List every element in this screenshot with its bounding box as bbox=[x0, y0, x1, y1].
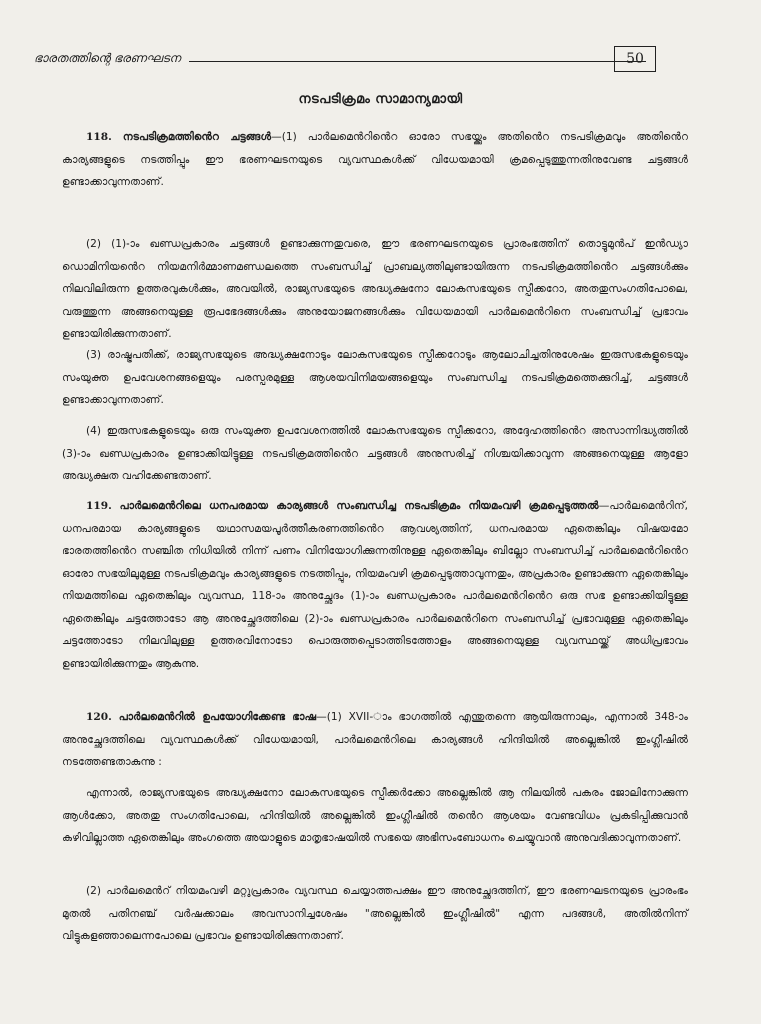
running-title: ഭാരതത്തിന്റെ ഭരണഘടന bbox=[34, 50, 181, 65]
article-title: പാർലമെൻറിൽ ഉപയോഗിക്കേണ്ട ഭാഷ bbox=[118, 711, 317, 723]
article-text: —(1) പാർലമെൻറിൻെറ ഓരോ സഭയ്ക്കും അതിൻെറ നടപടിക്രമവും അതിൻെറ കാര്യങ്ങളുടെ നടത്തിപ്പും ഈ ഭരണഘടനയുടെ വ്യവസ്ഥകൾക്ക് വിധേയമായി ക്രമപ്പെടുത്തുന്നതിനുവേണ്ട ചട്ടങ്ങൾ ഉണ്ടാക്കാവുന്നതാണ്. bbox=[62, 131, 688, 188]
proviso-text: എന്നാൽ, രാജ്യസഭയുടെ അദ്ധ്യക്ഷനോ ലോകസഭയുടെ സ്പീക്കർക്കോ അല്ലെങ്കിൽ ആ നിലയിൽ പകരം ജോലിനോക്കുന്ന ആൾക്കോ, അതതു സംഗതിപോലെ, ഹിന്ദിയിൽ അല്ലെങ്കിൽ ഇംഗ്ലീഷിൽ തൻെറ ആശയം വേണ്ടവിധം പ്രകടിപ്പിക്കുവാൻ കഴിവില്ലാത്ത ഏതെങ്കിലും അംഗത്തെ അയാളുടെ മാതൃഭാഷയിൽ സഭയെ അഭിസംബോധനം ചെയ്യുവാൻ അനുവദിക്കാവുന്നതാണ്. bbox=[62, 787, 688, 844]
article-text: —(1) XVII-ാം ഭാഗത്തിൽ എന്തുതന്നെ ആയിരുന്നാലും, എന്നാൽ 348-ാം അനുച്ഛേദത്തിലെ വ്യവസ്ഥകൾക്ക് വിധേയമായി, പാർലമെൻറിലെ കാര്യങ്ങൾ ഹിന്ദിയിൽ അല്ലെങ്കിൽ ഇംഗ്ലീഷിൽ നടത്തേണ്ടതാകുന്നു : bbox=[62, 711, 688, 768]
article-118-clause-2 bbox=[62, 233, 688, 346]
page-number: 50 bbox=[614, 46, 656, 72]
section-heading: നടപടിക്രമം സാമാന്യമായി bbox=[298, 92, 463, 107]
article-118-clause-3 bbox=[62, 344, 688, 412]
clause-text: (2) (1)-ാം ഖണ്ഡപ്രകാരം ചട്ടങ്ങൾ ഉണ്ടാക്കുന്നതുവരെ, ഈ ഭരണഘടനയുടെ പ്രാരംഭത്തിന് തൊട്ടുമുൻപ് ഇൻഡ്യാ ഡൊമിനിയൻെറ നിയമനിർമ്മാണമണ്ഡലത്തെ സംബന്ധിച്ച് പ്രാബല്യത്തിലുണ്ടായിരുന്ന നടപടിക്രമത്തിൻെറ ചട്ടങ്ങൾക്കും നിലവിലിരുന്ന ഉത്തരവുകൾക്കും, അവയിൽ, രാജ്യസഭയുടെ അദ്ധ്യക്ഷനോ ലോകസഭയുടെ സ്പീക്കറോ, അതതുസംഗതിപോലെ, വരുത്തുന്ന അങ്ങനെയുള്ള രൂപഭേദങ്ങൾക്കും അനുയോജനങ്ങൾക്കും വിധേയമായി പാർലമെൻറിനെ സംബന്ധിച്ച് പ്രഭാവം ഉണ്ടായിരിക്കുന്നതാണ്. bbox=[62, 238, 688, 340]
article-number: 119. bbox=[86, 500, 112, 512]
running-header bbox=[34, 48, 654, 68]
header-rule bbox=[189, 61, 646, 62]
article-title: പാർലമെൻറിലെ ധനപരമായ കാര്യങ്ങൾ സംബന്ധിച്ച നടപടിക്രമം നിയമംവഴി ക്രമപ്പെടുത്തൽ bbox=[119, 500, 599, 512]
article-118-clause-1 bbox=[62, 126, 688, 194]
article-number: 118. bbox=[86, 131, 112, 143]
article-120-proviso bbox=[62, 782, 688, 850]
article-text: —പാർലമെൻറിന്, ധനപരമായ കാര്യങ്ങളുടെ യഥാസമയപൂർത്തീകരണത്തിൻെറ ആവശ്യത്തിന്, ധനപരമായ ഏതെങ്കിലും വിഷയമോ ഭാരതത്തിൻെറ സഞ്ചിത നിധിയിൽ നിന്ന് പണം വിനിയോഗിക്കുന്നതിനുള്ള ഏതെങ്കിലും ബില്ലോ സംബന്ധിച്ച് പാർലമെൻറിൻെറ ഓരോ സഭയിലുമുള്ള നടപടിക്രമവും കാര്യങ്ങളുടെ നടത്തിപ്പും, നിയമംവഴി ക്രമപ്പെടുത്താവുന്നതും, അപ്രകാരം ഉണ്ടാക്കുന്ന ഏതെങ്കിലും നിയമത്തിലെ ഏതെങ്കിലും വ്യവസ്ഥ, 118-ാം അനുച്ഛേദം (1)-ാം ഖണ്ഡപ്രകാരം പാർലമെൻറിൻെറ ഒരു സഭ ഉണ്ടാക്കിയിട്ടുള്ള ഏതെങ്കിലും ചട്ടത്തോടോ ആ അനുച്ഛേദത്തിലെ (2)-ാം ഖണ്ഡപ്രകാരം പാർലമെൻറിനെ സംബന്ധിച്ച് പ്രഭാവമുള്ള ഏതെങ്കിലും ചട്ടത്തോടോ നിലവിലുള്ള ഉത്തരവിനോടോ പൊരുത്തപ്പെടാത്തിടത്തോളം അങ്ങനെയുള്ള വ്യവസ്ഥയ്ക്ക് അധിപ്രഭാവം ഉണ്ടായിരിക്കുന്നതും ആകുന്നു. bbox=[62, 500, 688, 670]
article-118-clause-4 bbox=[62, 420, 688, 488]
article-120-clause-2 bbox=[62, 880, 688, 948]
clause-text: (2) പാർലമെൻറ് നിയമംവഴി മറ്റുപ്രകാരം വ്യവസ്ഥ ചെയ്യാത്തപക്ഷം ഈ അനുച്ഛേദത്തിന്, ഈ ഭരണഘടനയുടെ പ്രാരംഭം മുതൽ പതിനഞ്ച് വർഷക്കാലം അവസാനിച്ചശേഷം "അല്ലെങ്കിൽ ഇംഗ്ലീഷിൽ" എന്ന പദങ്ങൾ, അതിൽനിന്ന് വിട്ടുകളഞ്ഞാലെന്നപോലെ പ്രഭാവം ഉണ്ടായിരിക്കുന്നതാണ്. bbox=[62, 885, 688, 942]
article-number: 120. bbox=[86, 711, 112, 723]
article-119 bbox=[62, 495, 688, 675]
article-title: നടപടിക്രമത്തിൻെറ ചട്ടങ്ങൾ bbox=[122, 131, 272, 143]
clause-text: (4) ഇരുസഭകളുടെയും ഒരു സംയുക്ത ഉപവേശനത്തിൽ ലോകസഭയുടെ സ്പീക്കറോ, അദ്ദേഹത്തിൻെറ അസാന്നിദ്ധ്യത്തിൽ (3)-ാം ഖണ്ഡപ്രകാരം ഉണ്ടാക്കിയിട്ടുള്ള നടപടിക്രമത്തിൻെറ ചട്ടങ്ങൾ അനുസരിച്ച് നിശ്ചയിക്കാവുന്ന അങ്ങനെയുള്ള ആളോ അദ്ധ്യക്ഷത വഹിക്കേണ്ടതാണ്. bbox=[62, 425, 688, 482]
article-120-clause-1 bbox=[62, 706, 688, 774]
clause-text: (3) രാഷ്ട്രപതിക്ക്, രാജ്യസഭയുടെ അദ്ധ്യക്ഷനോടും ലോകസഭയുടെ സ്പീക്കറോടും ആലോചിച്ചതിനുശേഷം ഇരുസഭകളുടെയും സംയുക്ത ഉപവേശനങ്ങളെയും പരസ്പരമുള്ള ആശയവിനിമയങ്ങളെയും സംബന്ധിച്ച നടപടിക്രമത്തെക്കുറിച്ച്, ചട്ടങ്ങൾ ഉണ്ടാക്കാവുന്നതാണ്. bbox=[62, 349, 688, 406]
